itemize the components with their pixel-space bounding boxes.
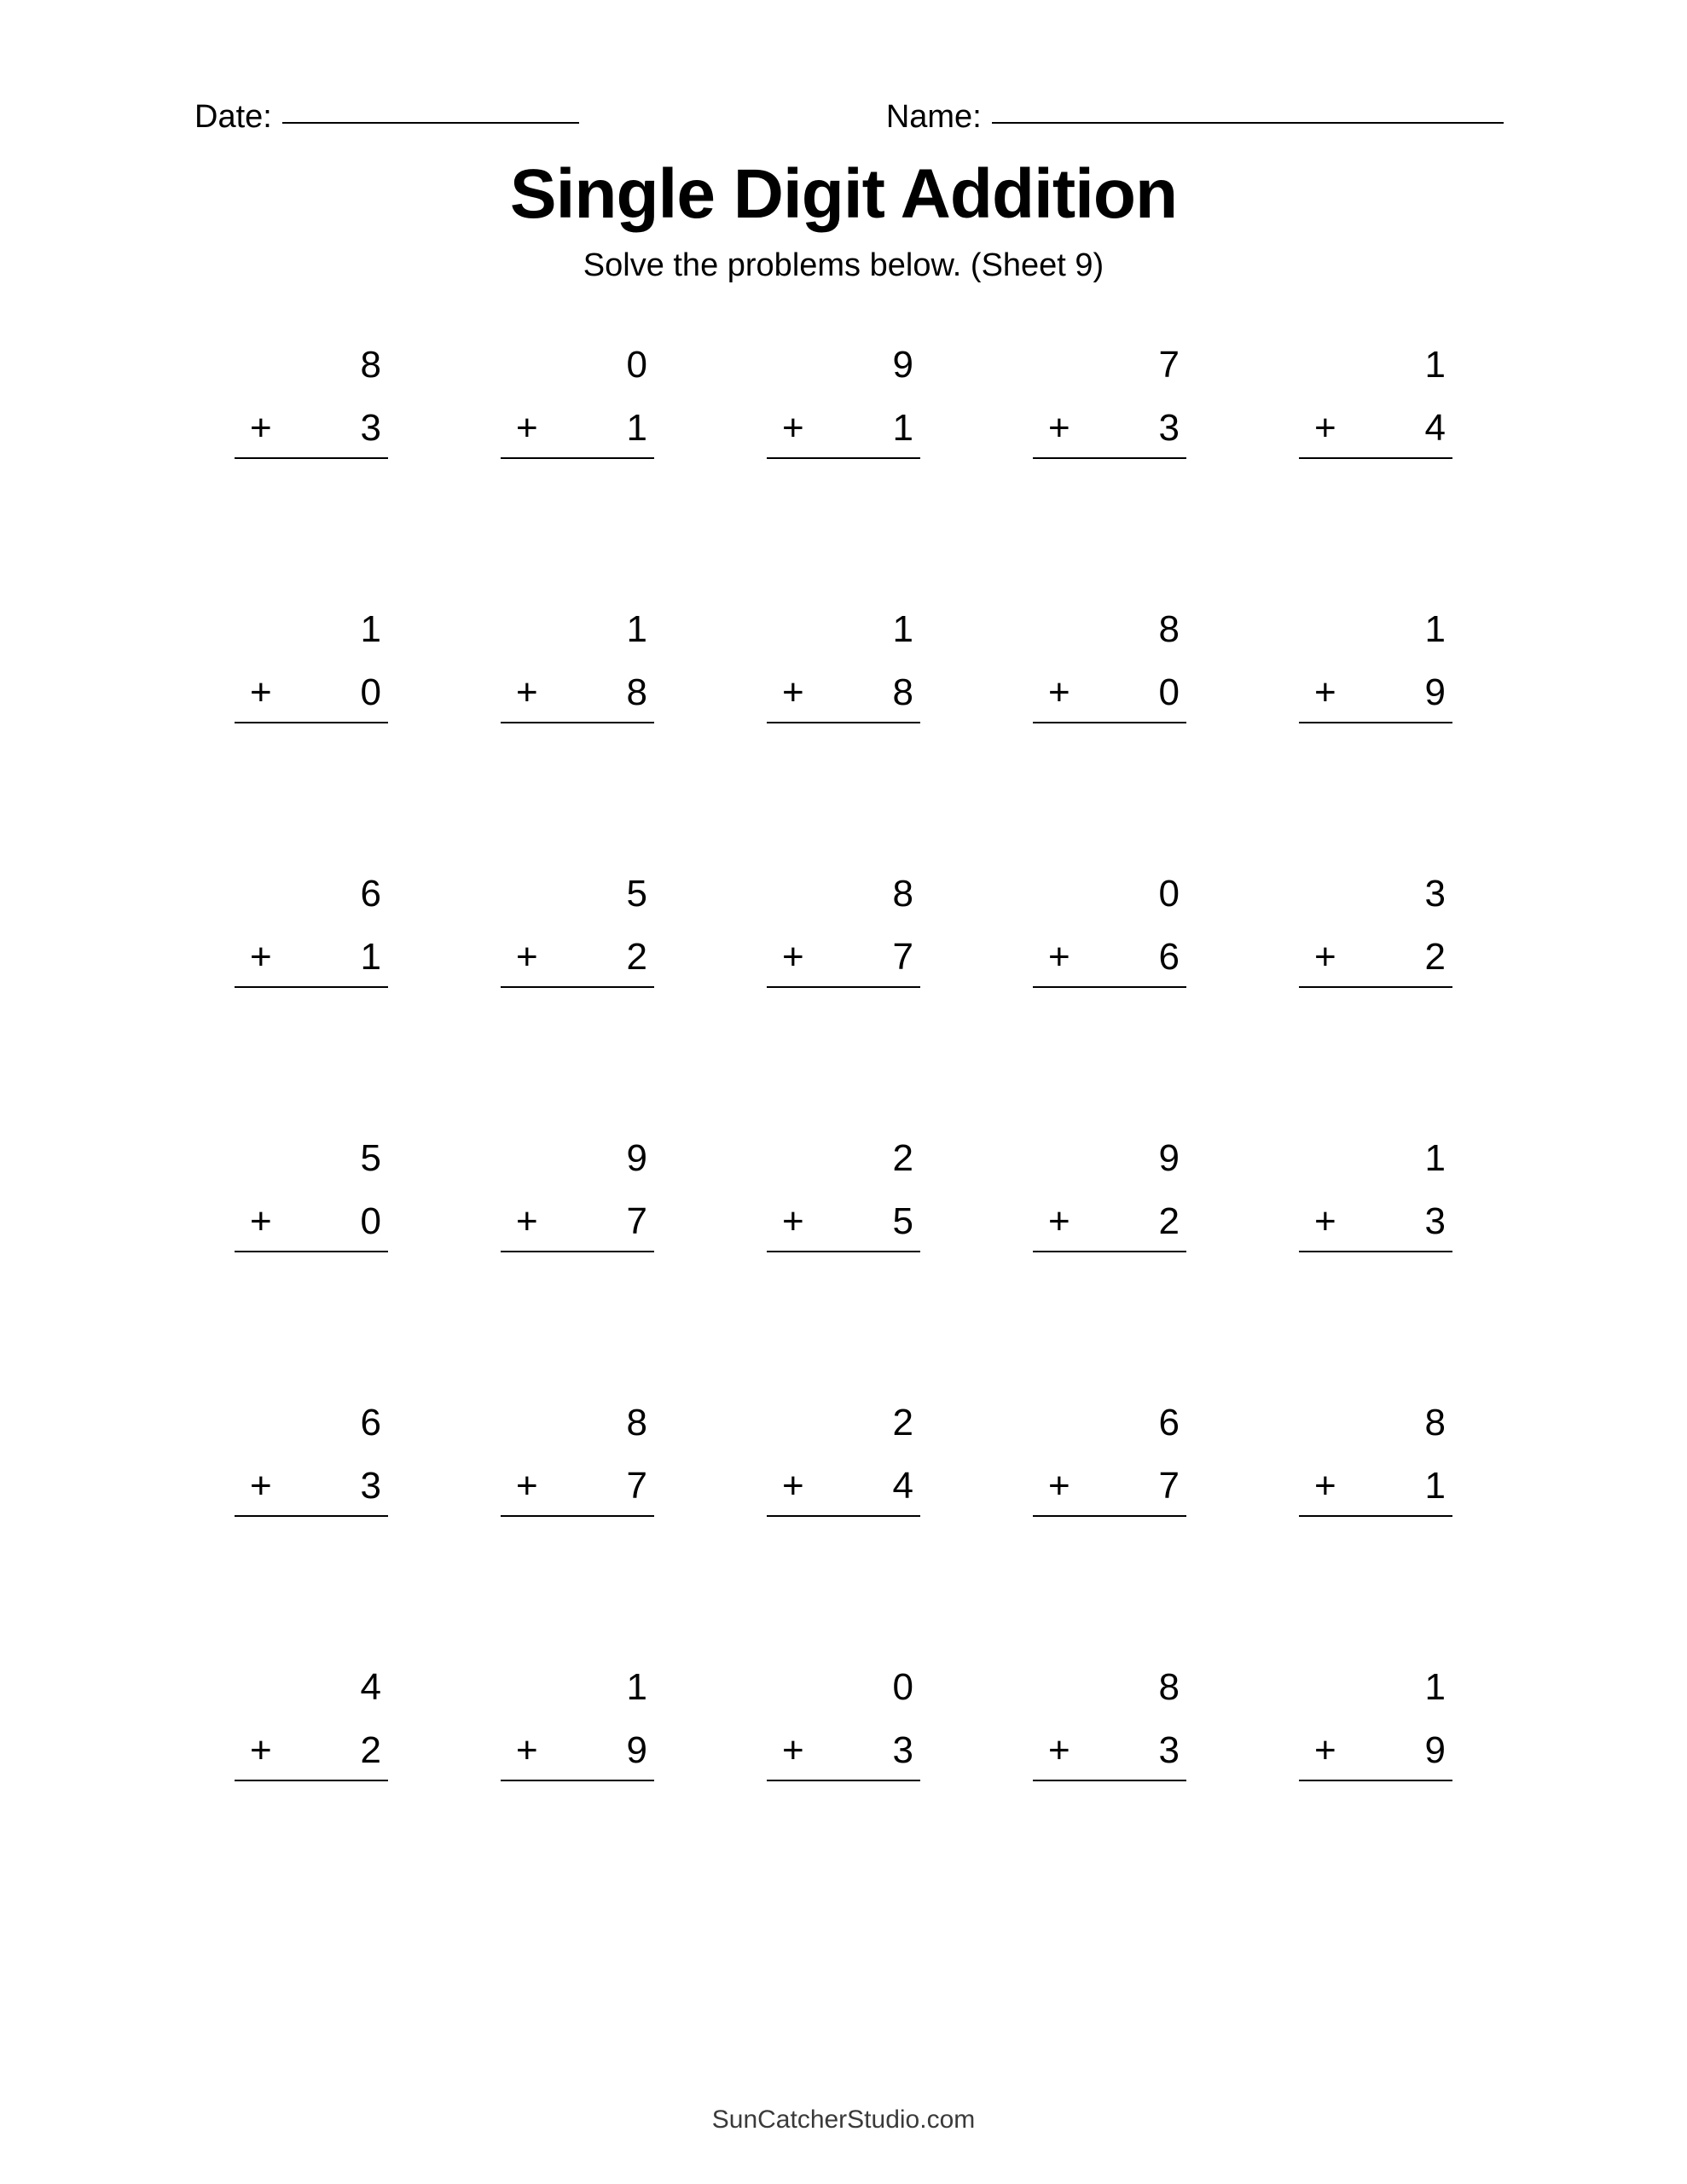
problem-item[interactable]	[767, 608, 920, 875]
problem-item[interactable]	[501, 608, 654, 875]
problem-answer-line[interactable]	[235, 1729, 388, 1781]
problem-answer-line[interactable]	[235, 1200, 388, 1252]
operator-symbol: +	[516, 936, 538, 979]
operator-symbol: +	[1314, 671, 1336, 714]
second-addend: 9	[626, 1729, 647, 1772]
first-addend: 1	[626, 608, 647, 651]
second-addend: 3	[1424, 1200, 1446, 1243]
problem-item[interactable]	[235, 1137, 388, 1404]
problem-item[interactable]	[1033, 1404, 1186, 1669]
operator-symbol: +	[1314, 407, 1336, 450]
operator-symbol: +	[250, 1465, 272, 1507]
second-addend: 3	[892, 1729, 913, 1772]
first-addend: 1	[1424, 608, 1446, 651]
problem-answer-line[interactable]	[501, 1467, 654, 1517]
name-label: Name:	[885, 99, 982, 135]
second-addend: 9	[1424, 671, 1446, 714]
problem-answer-line[interactable]	[767, 938, 920, 988]
second-addend: 8	[892, 671, 913, 714]
second-addend: 2	[360, 1729, 381, 1772]
problem-item[interactable]	[235, 1404, 388, 1669]
problem-answer-line[interactable]	[235, 407, 388, 459]
problem-item[interactable]	[767, 346, 920, 611]
worksheet-header	[0, 0, 1687, 133]
problem-item[interactable]	[501, 875, 654, 1140]
first-addend: 5	[626, 873, 647, 915]
problem-item[interactable]	[767, 1137, 920, 1404]
problem-answer-line[interactable]	[1299, 1200, 1452, 1252]
operator-symbol: +	[1048, 936, 1070, 979]
second-addend: 7	[626, 1200, 647, 1243]
first-addend: 6	[360, 1402, 381, 1444]
second-addend: 0	[1158, 671, 1180, 714]
date-label: Date:	[194, 99, 272, 135]
operator-symbol: +	[1048, 407, 1070, 450]
first-addend: 1	[1424, 344, 1446, 386]
problem-answer-line[interactable]	[501, 1729, 654, 1781]
problem-answer-line[interactable]	[501, 938, 654, 988]
first-addend: 9	[892, 344, 913, 386]
second-addend: 0	[360, 1200, 381, 1243]
second-addend: 1	[1424, 1465, 1446, 1507]
problem-item[interactable]	[1033, 608, 1186, 875]
problem-item[interactable]	[1033, 1666, 1186, 1933]
problem-answer-line[interactable]	[1033, 1200, 1186, 1252]
problem-item[interactable]	[1033, 1137, 1186, 1404]
problem-item[interactable]	[1299, 346, 1452, 611]
first-addend: 1	[1424, 1137, 1446, 1180]
title-block	[0, 157, 1687, 285]
operator-symbol: +	[1314, 1729, 1336, 1772]
operator-symbol: +	[1048, 671, 1070, 714]
problem-item[interactable]	[501, 1137, 654, 1404]
problem-answer-line[interactable]	[1299, 407, 1452, 459]
second-addend: 1	[892, 407, 913, 450]
second-addend: 7	[626, 1465, 647, 1507]
problem-answer-line[interactable]	[767, 1729, 920, 1781]
problem-answer-line[interactable]	[767, 1467, 920, 1517]
operator-symbol: +	[1314, 1465, 1336, 1507]
problem-answer-line[interactable]	[1033, 1729, 1186, 1781]
first-addend: 0	[1158, 873, 1180, 915]
second-addend: 9	[1424, 1729, 1446, 1772]
first-addend: 8	[1158, 608, 1180, 651]
problem-item[interactable]	[1299, 1137, 1452, 1404]
second-addend: 4	[892, 1465, 913, 1507]
operator-symbol: +	[1048, 1200, 1070, 1243]
problem-item[interactable]	[1033, 875, 1186, 1140]
first-addend: 9	[626, 1137, 647, 1180]
second-addend: 6	[1158, 936, 1180, 979]
problem-answer-line[interactable]	[1033, 1467, 1186, 1517]
problem-item[interactable]	[501, 346, 654, 611]
problem-item[interactable]	[235, 875, 388, 1140]
first-addend: 8	[1424, 1402, 1446, 1444]
problem-grid	[178, 346, 1509, 1933]
first-addend: 0	[892, 1666, 913, 1709]
problem-answer-line[interactable]	[1299, 671, 1452, 723]
second-addend: 1	[360, 936, 381, 979]
date-field[interactable]	[194, 101, 579, 133]
second-addend: 3	[360, 1465, 381, 1507]
problem-answer-line[interactable]	[1299, 1467, 1452, 1517]
operator-symbol: +	[516, 1729, 538, 1772]
operator-symbol: +	[782, 1465, 804, 1507]
first-addend: 1	[892, 608, 913, 651]
second-addend: 7	[892, 936, 913, 979]
problem-answer-line[interactable]	[1299, 1729, 1452, 1781]
second-addend: 3	[360, 407, 381, 450]
second-addend: 2	[1158, 1200, 1180, 1243]
operator-symbol: +	[516, 407, 538, 450]
operator-symbol: +	[1048, 1465, 1070, 1507]
name-write-line[interactable]	[992, 121, 1504, 124]
problem-item[interactable]	[501, 1666, 654, 1933]
second-addend: 0	[360, 671, 381, 714]
problem-item[interactable]	[501, 1404, 654, 1669]
problem-answer-line[interactable]	[501, 671, 654, 723]
first-addend: 2	[892, 1137, 913, 1180]
problem-answer-line[interactable]	[1033, 938, 1186, 988]
problem-answer-line[interactable]	[767, 1200, 920, 1252]
operator-symbol: +	[782, 671, 804, 714]
operator-symbol: +	[516, 1200, 538, 1243]
operator-symbol: +	[782, 407, 804, 450]
problem-answer-line[interactable]	[501, 407, 654, 459]
first-addend: 4	[360, 1666, 381, 1709]
first-addend: 1	[1424, 1666, 1446, 1709]
first-addend: 9	[1158, 1137, 1180, 1180]
first-addend: 8	[892, 873, 913, 915]
second-addend: 7	[1158, 1465, 1180, 1507]
problem-answer-line[interactable]	[1033, 407, 1186, 459]
second-addend: 1	[626, 407, 647, 450]
problem-item[interactable]	[1033, 346, 1186, 611]
first-addend: 1	[626, 1666, 647, 1709]
problem-item[interactable]	[1299, 608, 1452, 875]
second-addend: 4	[1424, 407, 1446, 450]
operator-symbol: +	[782, 936, 804, 979]
first-addend: 0	[626, 344, 647, 386]
problem-item[interactable]	[1299, 1404, 1452, 1669]
date-write-line[interactable]	[282, 121, 579, 124]
first-addend: 8	[360, 344, 381, 386]
second-addend: 8	[626, 671, 647, 714]
operator-symbol: +	[516, 1465, 538, 1507]
problem-item[interactable]	[1299, 1666, 1452, 1933]
operator-symbol: +	[1048, 1729, 1070, 1772]
operator-symbol: +	[516, 671, 538, 714]
problem-item[interactable]	[1299, 875, 1452, 1140]
problem-answer-line[interactable]	[235, 1467, 388, 1517]
footer-credit: SunCatcherStudio.com	[711, 2106, 976, 2134]
first-addend: 8	[1158, 1666, 1180, 1709]
problem-answer-line[interactable]	[501, 1200, 654, 1252]
problem-item[interactable]	[235, 346, 388, 611]
name-field[interactable]	[886, 101, 1504, 133]
first-addend: 3	[1424, 873, 1446, 915]
first-addend: 5	[360, 1137, 381, 1180]
problem-answer-line[interactable]	[235, 938, 388, 988]
operator-symbol: +	[1314, 1200, 1336, 1243]
operator-symbol: +	[1314, 936, 1336, 979]
operator-symbol: +	[782, 1200, 804, 1243]
problem-item[interactable]	[767, 1404, 920, 1669]
second-addend: 5	[892, 1200, 913, 1243]
problem-item[interactable]	[235, 1666, 388, 1933]
page-subtitle: Solve the problems below. (Sheet 9)	[583, 247, 1104, 283]
second-addend: 3	[1158, 407, 1180, 450]
first-addend: 8	[626, 1402, 647, 1444]
first-addend: 1	[360, 608, 381, 651]
page-title: Single Digit Addition	[509, 155, 1178, 233]
operator-symbol: +	[782, 1729, 804, 1772]
problem-answer-line[interactable]	[767, 407, 920, 459]
first-addend: 6	[360, 873, 381, 915]
problem-item[interactable]	[235, 608, 388, 875]
first-addend: 2	[892, 1402, 913, 1444]
operator-symbol: +	[250, 1729, 272, 1772]
second-addend: 2	[626, 936, 647, 979]
second-addend: 2	[1424, 936, 1446, 979]
second-addend: 3	[1158, 1729, 1180, 1772]
first-addend: 7	[1158, 344, 1180, 386]
operator-symbol: +	[250, 407, 272, 450]
first-addend: 6	[1158, 1402, 1180, 1444]
problem-answer-line[interactable]	[1033, 671, 1186, 723]
operator-symbol: +	[250, 671, 272, 714]
problem-answer-line[interactable]	[235, 671, 388, 723]
operator-symbol: +	[250, 936, 272, 979]
problem-answer-line[interactable]	[767, 671, 920, 723]
problem-item[interactable]	[767, 1666, 920, 1933]
problem-item[interactable]	[767, 875, 920, 1140]
operator-symbol: +	[250, 1200, 272, 1243]
problem-answer-line[interactable]	[1299, 938, 1452, 988]
